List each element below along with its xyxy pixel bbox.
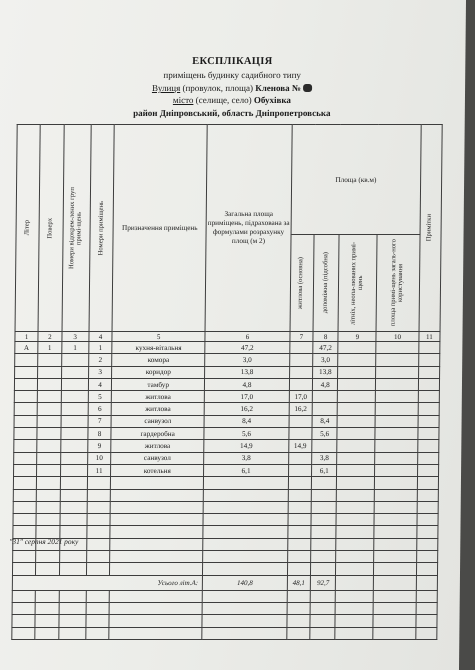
cell-purpose: житлова [111,391,204,403]
cell-aux: 3,8 [312,452,337,464]
cell-living [288,464,311,476]
district-line [0,108,465,118]
cell-living: 14,9 [289,440,312,452]
cell-empty [338,366,376,378]
blank-row [12,563,437,575]
cell-empty [375,428,417,440]
cell-liter [14,378,37,390]
cell-liter [14,403,37,415]
cell-living [288,452,311,464]
cell-living: 17,0 [289,391,312,403]
cell-empty [375,415,417,427]
blank-row [12,590,437,602]
cell-total: 5,6 [204,428,289,440]
place-line [0,95,465,105]
cell-room: 9 [88,440,111,452]
cell-empty [337,440,375,452]
cell-aux [312,440,337,452]
cell-floor [37,428,60,440]
table-row [14,391,439,403]
table-row [15,342,440,354]
cell-room: 11 [87,464,110,476]
cell-total: 6,1 [204,464,289,476]
cell-room: 8 [88,428,111,440]
cell-aux: 4,8 [312,378,337,390]
cell-total: 8,4 [204,415,289,427]
cell-empty [375,464,417,476]
cell-purpose: санвузол [111,452,204,464]
street-value: Кленова № [255,83,301,93]
cell-empty [338,403,376,415]
totals-aux: 92,7 [310,575,336,590]
cell-purpose: котельня [111,464,204,476]
table-row [14,452,439,464]
cell-empty [375,440,417,452]
cell-liter [14,391,37,403]
cell-empty [337,452,375,464]
cell-total: 16,2 [204,403,289,415]
cell-room: 1 [89,342,112,354]
cell-empty [419,342,440,354]
cell-liter [14,415,37,427]
totals-total: 140,8 [203,575,288,590]
street-note: (провулок, площа) [182,83,254,93]
col-balconies: літніх, неопа-люваних примі-щень [338,235,377,332]
totals-row [12,575,437,590]
col-floor: Поверх [38,125,63,332]
blank-row [13,477,438,489]
cell-empty [338,342,376,354]
cell-total: 47,2 [205,342,290,354]
cell-living [289,354,312,366]
col-living: житлова (основна) [290,235,314,332]
cell-liter [14,464,37,476]
cell-purpose: житлова [111,403,204,415]
cell-group: 1 [61,342,89,354]
place-value: Обухівка [253,95,292,105]
blank-row [12,602,437,614]
place-note: (селище, село) [195,95,252,105]
cell-purpose: комора [112,354,205,366]
district-value: район Дніпровський [133,108,218,118]
col-purpose: Призначення приміщень [112,125,207,332]
column-number-row: 1 2 3 4 5 6 7 8 9 10 11 [15,332,440,342]
cell-aux [312,391,337,403]
col-area-group: Площа (кв.м) [291,125,421,235]
cell-empty [376,391,418,403]
cell-floor [37,440,60,452]
cell-empty [418,354,439,366]
cell-floor [38,354,61,366]
cell-empty [376,354,418,366]
cell-living [289,366,312,378]
cell-floor [37,464,60,476]
cell-aux: 47,2 [313,342,338,354]
cell-living [289,378,312,390]
cell-empty [338,378,376,390]
cell-total: 3,0 [205,354,290,366]
cell-empty [337,464,375,476]
blank-row [12,615,437,627]
cell-group [61,403,89,415]
cell-group [60,452,88,464]
col-auxiliary: допоміжна (підсобна) [313,235,339,332]
col-total-area: Загальна площа приміщень, підрахована за формулами розрахунку площ (м 2) [205,125,292,332]
cell-floor [38,391,61,403]
table-row [14,403,439,415]
cell-purpose: кухня-вітальня [112,342,205,354]
cell-total: 17,0 [205,391,290,403]
cell-total: 14,9 [204,440,289,452]
cell-empty [418,391,439,403]
blank-row [13,551,438,563]
cell-liter [14,428,37,440]
cell-group [60,464,88,476]
col-notes: Примітки [419,125,442,332]
cell-floor [38,378,61,390]
cell-purpose: житлова [111,440,204,452]
cell-empty [418,440,439,452]
blank-row [13,501,438,513]
cell-aux [312,403,337,415]
blank-row [12,627,437,639]
cell-liter [15,354,38,366]
cell-room: 5 [88,391,111,403]
oblast-value: , область Дніпропетровська [217,108,331,118]
cell-empty [418,403,439,415]
place-label: місто [172,95,194,105]
cell-group [61,366,89,378]
cell-room: 4 [88,378,111,390]
cell-empty [338,354,376,366]
cell-aux: 3,0 [313,354,338,366]
cell-living [290,342,313,354]
cell-empty [376,366,418,378]
cell-empty [337,428,375,440]
col-liter: Літер [15,125,40,332]
blank-rows [12,477,438,575]
table-row [14,428,439,440]
cell-living [289,428,312,440]
cell-group [61,354,89,366]
redaction-blot [303,84,312,92]
cell-empty [338,391,376,403]
cell-liter [15,366,38,378]
totals-label: Усього літ.А: [12,575,202,590]
cell-total: 4,8 [205,378,290,390]
document-subtitle: приміщень будинку садибного типу [163,70,302,80]
cell-total: 3,8 [204,452,289,464]
cell-empty [376,378,418,390]
col-common-use: площа примі-щень загаль-ного користування [376,235,419,332]
cell-aux: 13,8 [313,366,338,378]
cell-group [60,428,88,440]
table-row [15,366,440,378]
cell-aux: 6,1 [312,464,337,476]
col-group-numbers: Номери відокрем-лених груп примі-щень [62,125,92,332]
cell-room: 6 [88,403,111,415]
cell-group [61,378,89,390]
cell-group [61,415,89,427]
cell-empty [418,428,439,440]
cell-empty [418,378,439,390]
cell-floor [37,403,60,415]
cell-group [60,440,88,452]
totals-living: 48,1 [287,575,310,590]
cell-floor [37,452,60,464]
cell-liter [14,452,37,464]
blank-rows-after [12,590,438,639]
cell-liter [14,440,37,452]
cell-purpose: гардеробна [111,428,204,440]
rows-body [14,342,440,477]
cell-empty [418,415,439,427]
explication-table [11,124,442,640]
cell-floor [37,415,60,427]
cell-room: 10 [88,452,111,464]
street-line [0,83,465,93]
document-date: "31" серпня 2021 року [9,537,79,546]
cell-room: 2 [89,354,112,366]
cell-purpose: санвузол [111,415,204,427]
cell-purpose: тамбур [112,378,205,390]
cell-living: 16,2 [289,403,312,415]
cell-group [61,391,89,403]
cell-empty [375,452,417,464]
cell-total: 13,8 [205,366,290,378]
document-title: ЕКСПЛІКАЦІЯ [192,56,273,67]
table-row [15,354,440,366]
cell-room: 3 [89,366,112,378]
col-room-numbers: Номери приміщень [89,125,114,332]
cell-empty [376,342,418,354]
cell-empty [417,452,438,464]
cell-living [289,415,312,427]
cell-empty [337,415,375,427]
blank-row [13,514,438,526]
table-row [14,464,439,476]
table-row [14,378,439,390]
cell-aux: 5,6 [312,428,337,440]
blank-row [13,489,438,501]
cell-room: 7 [88,415,111,427]
table-row [14,415,439,427]
cell-empty [417,464,438,476]
cell-floor [38,366,61,378]
cell-aux: 8,4 [312,415,337,427]
cell-empty [376,403,418,415]
cell-purpose: коридор [112,366,205,378]
street-label: Вулиця [151,83,181,93]
cell-empty [418,366,439,378]
cell-liter: А [15,342,38,354]
cell-floor: 1 [38,342,61,354]
table-row [14,440,439,452]
